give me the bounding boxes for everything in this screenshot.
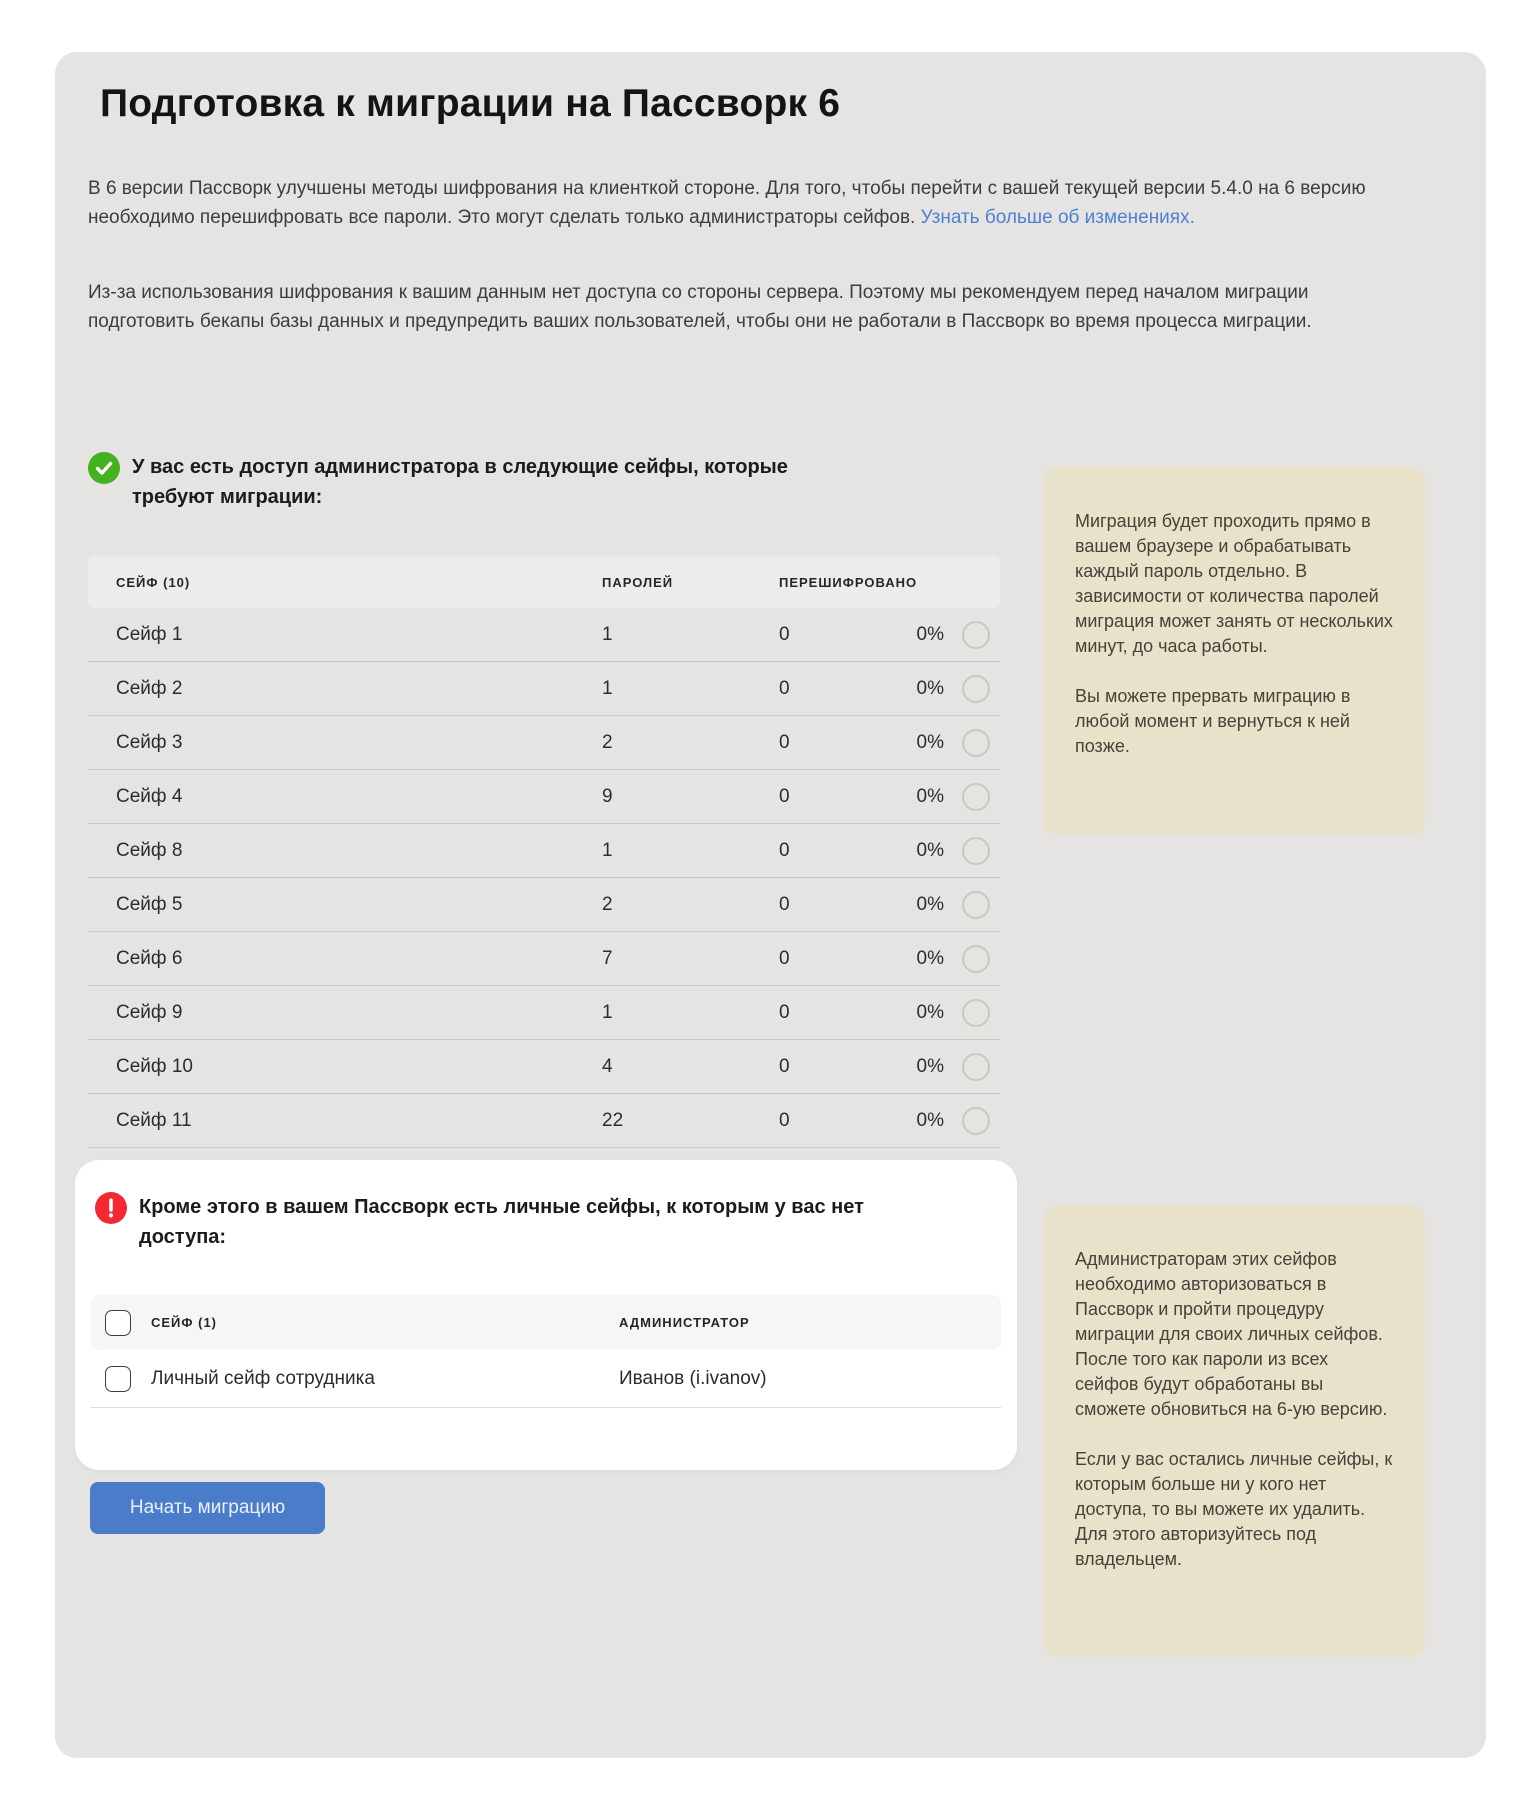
intro-paragraph-1 (88, 174, 1388, 232)
vault-name: Сейф 1 (116, 623, 183, 645)
vault-reencrypted-count: 0 (779, 785, 790, 807)
personal-vaults-table (91, 1295, 1001, 1408)
note-paragraph: Администраторам этих сейфов необходимо авторизоваться в Пассворк и пройти процедуру миграции для своих личных сейфов. После того как пароли из всех сейфов будут обработаны вы сможете обновиться на 6-ую версию. (1075, 1249, 1388, 1419)
personal-vaults-info-note (1043, 1205, 1425, 1657)
table-row (88, 986, 1000, 1040)
personal-vaults-heading-text: Кроме этого в вашем Пассворк есть личные сейфы, к которым у вас нет доступа: (139, 1196, 864, 1248)
vault-reencrypted-count: 0 (779, 623, 790, 645)
note-paragraph: Вы можете прервать миграцию в любой момент и вернуться к ней позже. (1075, 686, 1351, 756)
exclamation-circle-icon (95, 1192, 127, 1224)
migration-info-note (1043, 467, 1425, 835)
vault-percent: 0% (916, 1055, 944, 1077)
column-header-passwords: ПАРОЛЕЙ (602, 574, 674, 590)
vault-reencrypted-count: 0 (779, 839, 790, 861)
vault-reencrypted-count: 0 (779, 1001, 790, 1023)
table-row (88, 1040, 1000, 1094)
vault-percent: 0% (916, 731, 944, 753)
vault-percent: 0% (916, 947, 944, 969)
vault-percent: 0% (916, 1001, 944, 1023)
check-circle-icon (88, 452, 120, 484)
intro-text-1: В 6 версии Пассворк улучшены методы шифрования на клиенткой стороне. Для того, чтобы перейти с вашей текущей версии 5.4.0 на 6 версию необходимо перешифровать все пароли. Это могут сделать только администраторы сейфов. (88, 178, 1366, 228)
table-row (91, 1350, 1001, 1408)
vault-reencrypted-count: 0 (779, 947, 790, 969)
learn-more-link[interactable]: Узнать больше об изменениях. (920, 207, 1195, 228)
vault-name: Сейф 6 (116, 947, 183, 969)
vault-name: Сейф 4 (116, 785, 183, 807)
start-migration-button[interactable]: Начать миграцию (90, 1482, 325, 1534)
vault-reencrypted-count: 0 (779, 1055, 790, 1077)
intro-paragraph-2: Из-за использования шифрования к вашим данным нет доступа со стороны сервера. Поэтому мы рекомендуем перед началом миграции подготовить бекапы базы данных и предупредить ваших пользователей, чтобы они не работали в Пассворк во время процесса миграции. (88, 282, 1312, 332)
progress-circle-icon (962, 1053, 990, 1081)
column-header-admin: АДМИНИСТРАТОР (619, 1315, 750, 1330)
personal-vault-name: Личный сейф сотрудника (151, 1367, 375, 1389)
progress-circle-icon (962, 891, 990, 919)
progress-circle-icon (962, 783, 990, 811)
table-row (88, 1094, 1000, 1148)
vault-percent: 0% (916, 677, 944, 699)
vault-name: Сейф 3 (116, 731, 183, 753)
table-row (88, 932, 1000, 986)
table-row (88, 770, 1000, 824)
vault-passwords-count: 1 (602, 623, 613, 645)
progress-circle-icon (962, 945, 990, 973)
vault-name: Сейф 8 (116, 839, 183, 861)
table-row (88, 608, 1000, 662)
table-row (88, 824, 1000, 878)
progress-circle-icon (962, 837, 990, 865)
vault-passwords-count: 1 (602, 1001, 613, 1023)
personal-vaults-card (75, 1160, 1017, 1470)
vault-passwords-count: 1 (602, 677, 613, 699)
progress-circle-icon (962, 999, 990, 1027)
personal-vaults-heading (95, 1192, 904, 1252)
vault-passwords-count: 22 (602, 1109, 624, 1131)
note-paragraph: Миграция будет проходить прямо в вашем браузере и обрабатывать каждый пароль отдельно. В зависимости от количества паролей миграция может занять от нескольких минут, до часа работы. (1075, 511, 1393, 656)
personal-vaults-table-header (91, 1295, 1001, 1350)
progress-circle-icon (962, 621, 990, 649)
vault-passwords-count: 7 (602, 947, 613, 969)
table-row (88, 878, 1000, 932)
migration-page-card (55, 52, 1486, 1758)
vaults-table-header (88, 556, 1000, 608)
progress-circle-icon (962, 729, 990, 757)
vault-checkbox[interactable] (105, 1366, 131, 1392)
vault-percent: 0% (916, 785, 944, 807)
select-all-checkbox[interactable] (105, 1310, 131, 1336)
vault-name: Сейф 9 (116, 1001, 183, 1023)
vault-passwords-count: 4 (602, 1055, 613, 1077)
vault-passwords-count: 9 (602, 785, 613, 807)
column-header-vault: СЕЙФ (10) (116, 574, 191, 590)
vault-percent: 0% (916, 623, 944, 645)
column-header-reencrypted: ПЕРЕШИФРОВАНО (779, 574, 918, 590)
vault-name: Сейф 10 (116, 1055, 193, 1077)
admin-vaults-heading (88, 452, 832, 512)
vault-passwords-count: 2 (602, 731, 613, 753)
vaults-table (88, 556, 1000, 1148)
vault-reencrypted-count: 0 (779, 731, 790, 753)
page-title: Подготовка к миграции на Пассворк 6 (100, 82, 841, 125)
progress-circle-icon (962, 1107, 990, 1135)
table-row (88, 716, 1000, 770)
table-row (88, 662, 1000, 716)
vault-name: Сейф 11 (116, 1109, 192, 1131)
vault-reencrypted-count: 0 (779, 893, 790, 915)
vault-passwords-count: 1 (602, 839, 613, 861)
vault-reencrypted-count: 0 (779, 677, 790, 699)
column-header-vault: СЕЙФ (1) (151, 1315, 217, 1330)
vault-percent: 0% (916, 893, 944, 915)
personal-vault-admin: Иванов (i.ivanov) (619, 1367, 767, 1389)
vault-passwords-count: 2 (602, 893, 613, 915)
note-paragraph: Если у вас остались личные сейфы, к которым больше ни у кого нет доступа, то вы можете их удалить. Для этого авторизуйтесь под владельцем. (1075, 1449, 1393, 1569)
admin-vaults-heading-text: У вас есть доступ администратора в следующие сейфы, которые требуют миграции: (132, 456, 788, 508)
vault-reencrypted-count: 0 (779, 1109, 790, 1131)
vault-percent: 0% (916, 1109, 944, 1131)
progress-circle-icon (962, 675, 990, 703)
vault-name: Сейф 5 (116, 893, 183, 915)
vault-percent: 0% (916, 839, 944, 861)
vault-name: Сейф 2 (116, 677, 183, 699)
